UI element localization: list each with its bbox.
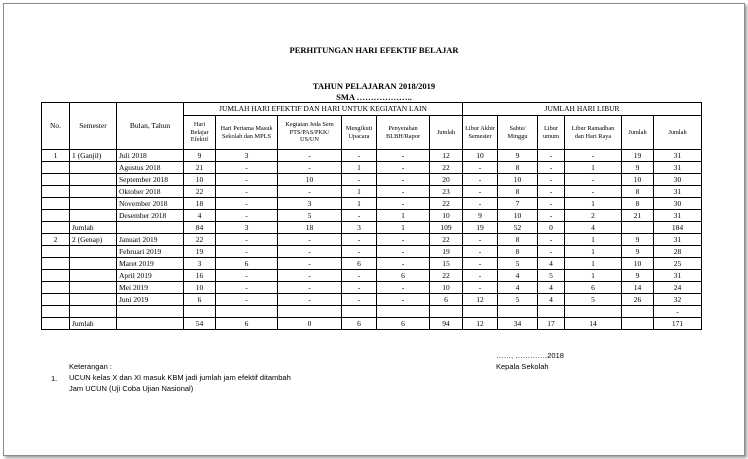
header-rapor: Penyerahan BLBH/Rapor <box>377 116 430 150</box>
table-cell: April 2019 <box>117 270 184 282</box>
table-cell <box>70 270 117 282</box>
header-group-efektif: JUMLAH HARI EFEKTIF DAN HARI UNTUK KEGIATAN LAIN <box>184 103 463 116</box>
table-cell: 9 <box>622 234 654 246</box>
table-cell: 26 <box>622 294 654 306</box>
table-cell: - <box>463 258 498 270</box>
table-cell: - <box>463 186 498 198</box>
table-cell: - <box>463 162 498 174</box>
table-cell: 14 <box>622 282 654 294</box>
table-cell: 22 <box>430 198 463 210</box>
table-cell: - <box>216 270 278 282</box>
table-cell: - <box>216 234 278 246</box>
table-cell: 1 <box>565 234 622 246</box>
table-cell: - <box>342 270 377 282</box>
table-cell: 4 <box>498 270 538 282</box>
table-row <box>42 234 702 246</box>
table-cell: - <box>216 282 278 294</box>
table-cell: - <box>216 174 278 186</box>
header-semester: Semester <box>70 103 117 150</box>
table-cell: - <box>278 162 342 174</box>
table-cell: 19 <box>430 246 463 258</box>
table-cell: 6 <box>430 294 463 306</box>
table-cell: - <box>377 162 430 174</box>
table-cell: 21 <box>622 210 654 222</box>
table-cell: Januari 2019 <box>117 234 184 246</box>
table-cell: 10 <box>622 174 654 186</box>
table-cell: 6 <box>184 294 216 306</box>
table-cell: 8 <box>622 198 654 210</box>
table-cell <box>42 174 70 186</box>
effective-days-table <box>41 102 702 330</box>
table-cell: 184 <box>654 222 702 234</box>
table-cell: 8 <box>498 162 538 174</box>
header-jumlah-libur: Jumlah <box>622 116 654 150</box>
table-cell <box>117 318 184 330</box>
table-cell <box>565 306 622 318</box>
table-cell: Agustus 2018 <box>117 162 184 174</box>
table-row <box>42 282 702 294</box>
table-cell: Desember 2018 <box>117 210 184 222</box>
table-cell: - <box>278 186 342 198</box>
table-cell: - <box>278 150 342 162</box>
table-cell: 1 <box>42 150 70 162</box>
table-cell <box>622 306 654 318</box>
header-libur-ramadhan: Libur Ramadhan dan Hari Raya <box>565 116 622 150</box>
table-cell: 16 <box>184 270 216 282</box>
header-jumlah-total: Jumlah <box>654 116 702 150</box>
table-cell: - <box>342 282 377 294</box>
table-cell: 1 <box>565 162 622 174</box>
header-upacara: Mengikuti Upacara <box>342 116 377 150</box>
header-no: No. <box>42 103 70 150</box>
table-cell: - <box>463 174 498 186</box>
table-row <box>42 150 702 162</box>
table-cell <box>70 210 117 222</box>
table-cell: - <box>278 234 342 246</box>
table-cell: 10 <box>622 258 654 270</box>
table-cell: 25 <box>654 258 702 270</box>
table-cell <box>70 198 117 210</box>
table-cell: Jumlah <box>70 222 117 234</box>
table-cell: 22 <box>184 186 216 198</box>
table-cell: 4 <box>538 258 565 270</box>
table-cell: 10 <box>430 210 463 222</box>
table-cell: 9 <box>622 162 654 174</box>
table-cell: 31 <box>654 270 702 282</box>
table-row <box>42 210 702 222</box>
table-cell <box>70 174 117 186</box>
table-cell: 22 <box>430 234 463 246</box>
header-jeda: Kegiatan Jeda Sem PTS/PAS/PKK/ US/UN <box>278 116 342 150</box>
table-cell: 9 <box>184 150 216 162</box>
table-cell <box>42 198 70 210</box>
table-cell: 8 <box>498 234 538 246</box>
table-cell: - <box>377 198 430 210</box>
table-cell: 15 <box>430 258 463 270</box>
table-cell: 32 <box>654 294 702 306</box>
table-cell: 9 <box>622 270 654 282</box>
table-cell: 19 <box>463 222 498 234</box>
table-cell: - <box>538 210 565 222</box>
table-cell: - <box>216 246 278 258</box>
school-name: SMA ……………….. <box>336 92 412 102</box>
table-cell: 31 <box>654 150 702 162</box>
table-row <box>42 270 702 282</box>
table-cell: 5 <box>565 294 622 306</box>
table-cell: 1 <box>565 258 622 270</box>
table-cell <box>70 294 117 306</box>
table-cell: 2 <box>42 234 70 246</box>
table-cell <box>70 282 117 294</box>
table-cell <box>42 270 70 282</box>
keterangan-label: Keterangan : <box>69 362 112 371</box>
table-cell: 54 <box>184 318 216 330</box>
table-cell: 8 <box>498 246 538 258</box>
table-cell: - <box>538 186 565 198</box>
table-row <box>42 258 702 270</box>
table-cell: 22 <box>430 270 463 282</box>
table-row <box>42 186 702 198</box>
table-cell <box>42 318 70 330</box>
table-cell: 3 <box>216 222 278 234</box>
table-row <box>42 174 702 186</box>
table-cell: 109 <box>430 222 463 234</box>
table-cell <box>70 186 117 198</box>
table-cell: 22 <box>184 234 216 246</box>
table-cell: 5 <box>278 210 342 222</box>
academic-year: TAHUN PELAJARAN 2018/2019 <box>312 81 436 91</box>
table-cell: - <box>216 210 278 222</box>
table-cell <box>42 210 70 222</box>
table-cell: - <box>216 186 278 198</box>
table-cell: 8 <box>498 186 538 198</box>
table-cell <box>538 306 565 318</box>
table-cell: November 2018 <box>117 198 184 210</box>
table-cell <box>70 306 117 318</box>
table-cell: 171 <box>654 318 702 330</box>
table-cell: - <box>538 198 565 210</box>
table-cell: - <box>342 150 377 162</box>
table-cell: - <box>278 258 342 270</box>
table-row <box>42 162 702 174</box>
table-cell: - <box>538 234 565 246</box>
table-cell: - <box>463 282 498 294</box>
table-cell <box>70 246 117 258</box>
table-cell: - <box>216 162 278 174</box>
table-cell: 10 <box>184 174 216 186</box>
table-cell <box>278 306 342 318</box>
table-cell: 10 <box>498 210 538 222</box>
table-cell: 0 <box>278 318 342 330</box>
table-cell <box>42 222 70 234</box>
keterangan-line-1: UCUN kelas X dan XI masuk KBM jadi jumlah jam efektif ditambah <box>69 373 291 382</box>
table-cell <box>42 258 70 270</box>
table-cell: 1 <box>342 198 377 210</box>
table-cell <box>42 186 70 198</box>
table-row <box>42 246 702 258</box>
table-cell: - <box>342 294 377 306</box>
table-cell: - <box>342 210 377 222</box>
table-cell <box>430 306 463 318</box>
table-cell: 52 <box>498 222 538 234</box>
table-cell <box>42 294 70 306</box>
table-cell: 1 <box>565 198 622 210</box>
table-cell: 84 <box>184 222 216 234</box>
table-row <box>42 318 702 330</box>
table-cell <box>342 306 377 318</box>
table-cell: - <box>654 306 702 318</box>
signature-place-date: ……, ………….2018 <box>496 351 564 360</box>
table-cell: 9 <box>622 246 654 258</box>
table-cell: - <box>278 246 342 258</box>
table-cell: - <box>342 246 377 258</box>
table-cell: 5 <box>498 258 538 270</box>
table-cell: - <box>538 174 565 186</box>
table-cell: 30 <box>654 174 702 186</box>
table-cell: 21 <box>184 162 216 174</box>
table-cell: Jumlah <box>70 318 117 330</box>
table-cell: 19 <box>622 150 654 162</box>
table-cell: 3 <box>216 150 278 162</box>
table-cell: - <box>377 294 430 306</box>
table-cell: - <box>377 246 430 258</box>
table-cell: - <box>463 270 498 282</box>
table-cell <box>216 306 278 318</box>
table-cell: 4 <box>498 282 538 294</box>
table-cell: 9 <box>498 150 538 162</box>
table-cell: 10 <box>278 174 342 186</box>
table-body <box>42 150 702 330</box>
table-cell: 7 <box>498 198 538 210</box>
table-cell: - <box>278 270 342 282</box>
table-cell: - <box>377 150 430 162</box>
table-cell: - <box>463 246 498 258</box>
header-sabtu-minggu: Sabtu/ Minggu <box>498 116 538 150</box>
table-cell: Juli 2018 <box>117 150 184 162</box>
table-cell: 19 <box>184 246 216 258</box>
table-cell: 30 <box>654 198 702 210</box>
table-cell: 1 <box>565 270 622 282</box>
table-cell <box>42 246 70 258</box>
table-cell: 31 <box>654 162 702 174</box>
table-cell: 31 <box>654 186 702 198</box>
table-cell <box>377 306 430 318</box>
table-cell: 24 <box>654 282 702 294</box>
table-row <box>42 294 702 306</box>
header-efektif: Hari Belajar Efektif <box>184 116 216 150</box>
table-cell <box>498 306 538 318</box>
table-cell: - <box>342 234 377 246</box>
table-cell: - <box>377 174 430 186</box>
table-cell: 14 <box>565 318 622 330</box>
table-cell: 6 <box>377 318 430 330</box>
table-cell: - <box>377 234 430 246</box>
table-cell <box>70 162 117 174</box>
table-cell: 3 <box>342 222 377 234</box>
table-cell: - <box>463 234 498 246</box>
table-cell: 6 <box>377 270 430 282</box>
table-cell <box>117 306 184 318</box>
table-cell: - <box>565 186 622 198</box>
table-cell: 2 <box>565 210 622 222</box>
table-cell: 23 <box>430 186 463 198</box>
table-cell <box>42 162 70 174</box>
table-cell: 1 <box>377 222 430 234</box>
table-cell: - <box>463 198 498 210</box>
table-cell: - <box>216 294 278 306</box>
header-libur-umum: Libur umum <box>538 116 565 150</box>
table-cell: Oktober 2018 <box>117 186 184 198</box>
table-cell: Februari 2019 <box>117 246 184 258</box>
table-cell <box>42 306 70 318</box>
header-mpls: Hari Pertama Masuk Sekolah dan MPLS <box>216 116 278 150</box>
table-cell: 2 (Genap) <box>70 234 117 246</box>
table-cell: - <box>342 174 377 186</box>
table-cell: - <box>278 282 342 294</box>
table-row <box>42 222 702 234</box>
table-cell: 31 <box>654 210 702 222</box>
table-cell: - <box>538 246 565 258</box>
table-cell: 1 <box>377 210 430 222</box>
table-cell: - <box>216 198 278 210</box>
table-cell: 6 <box>342 318 377 330</box>
table-row <box>42 306 702 318</box>
table-cell: 12 <box>430 150 463 162</box>
table-cell <box>622 222 654 234</box>
table-cell: 5 <box>498 294 538 306</box>
table-cell: September 2018 <box>117 174 184 186</box>
table-cell: Mei 2019 <box>117 282 184 294</box>
table-cell: 3 <box>184 258 216 270</box>
table-cell: 10 <box>184 282 216 294</box>
table-cell <box>463 306 498 318</box>
table-cell: - <box>538 162 565 174</box>
table-cell: 20 <box>430 174 463 186</box>
table-cell <box>42 282 70 294</box>
table-cell: - <box>377 282 430 294</box>
table-cell <box>70 258 117 270</box>
table-cell <box>117 222 184 234</box>
table-row <box>42 198 702 210</box>
table-cell: 31 <box>654 234 702 246</box>
table-cell: 4 <box>538 294 565 306</box>
header-group-libur: JUMLAH HARI LIBUR <box>463 103 702 116</box>
table-cell: 12 <box>463 294 498 306</box>
table-cell: 10 <box>463 150 498 162</box>
signature-role: Kepala Sekolah <box>496 362 549 371</box>
table-cell: 10 <box>498 174 538 186</box>
table-cell: 6 <box>565 282 622 294</box>
table-cell <box>184 306 216 318</box>
table-cell: 6 <box>342 258 377 270</box>
table-cell: 17 <box>538 318 565 330</box>
table-cell: - <box>538 150 565 162</box>
header-bulan: Bulan, Tahun <box>117 103 184 150</box>
table-cell: 18 <box>184 198 216 210</box>
table-cell: - <box>278 294 342 306</box>
table-cell: - <box>565 150 622 162</box>
table-cell: 4 <box>565 222 622 234</box>
document-title: PERHITUNGAN HARI EFEKTIF BELAJAR <box>289 45 459 55</box>
table-cell: 9 <box>463 210 498 222</box>
table-cell: 28 <box>654 246 702 258</box>
table-cell: 4 <box>538 282 565 294</box>
table-cell: 1 <box>565 246 622 258</box>
table-cell: 22 <box>430 162 463 174</box>
table-cell: 1 (Ganjil) <box>70 150 117 162</box>
table-cell: - <box>377 186 430 198</box>
table-cell: Maret 2019 <box>117 258 184 270</box>
header-jumlah-efektif: Jumlah <box>430 116 463 150</box>
table-cell: 94 <box>430 318 463 330</box>
table-cell: 8 <box>622 186 654 198</box>
table-cell: Juni 2019 <box>117 294 184 306</box>
table-cell: 18 <box>278 222 342 234</box>
table-cell: - <box>377 258 430 270</box>
table-cell: 5 <box>538 270 565 282</box>
keterangan-number: 1. <box>51 374 58 383</box>
table-cell: - <box>565 174 622 186</box>
table-cell: 4 <box>184 210 216 222</box>
table-cell: 12 <box>463 318 498 330</box>
keterangan-line-2: Jam UCUN (Uji Coba Ujian Nasional) <box>69 384 194 393</box>
header-libur-akhir: Libur Akhir Semester <box>463 116 498 150</box>
table-cell: 1 <box>342 162 377 174</box>
table-cell: 34 <box>498 318 538 330</box>
table-cell: 6 <box>216 258 278 270</box>
table-cell: 3 <box>278 198 342 210</box>
table-cell <box>622 318 654 330</box>
table-cell: 6 <box>216 318 278 330</box>
table-cell: 1 <box>342 186 377 198</box>
table-cell: 0 <box>538 222 565 234</box>
table-cell: 10 <box>430 282 463 294</box>
